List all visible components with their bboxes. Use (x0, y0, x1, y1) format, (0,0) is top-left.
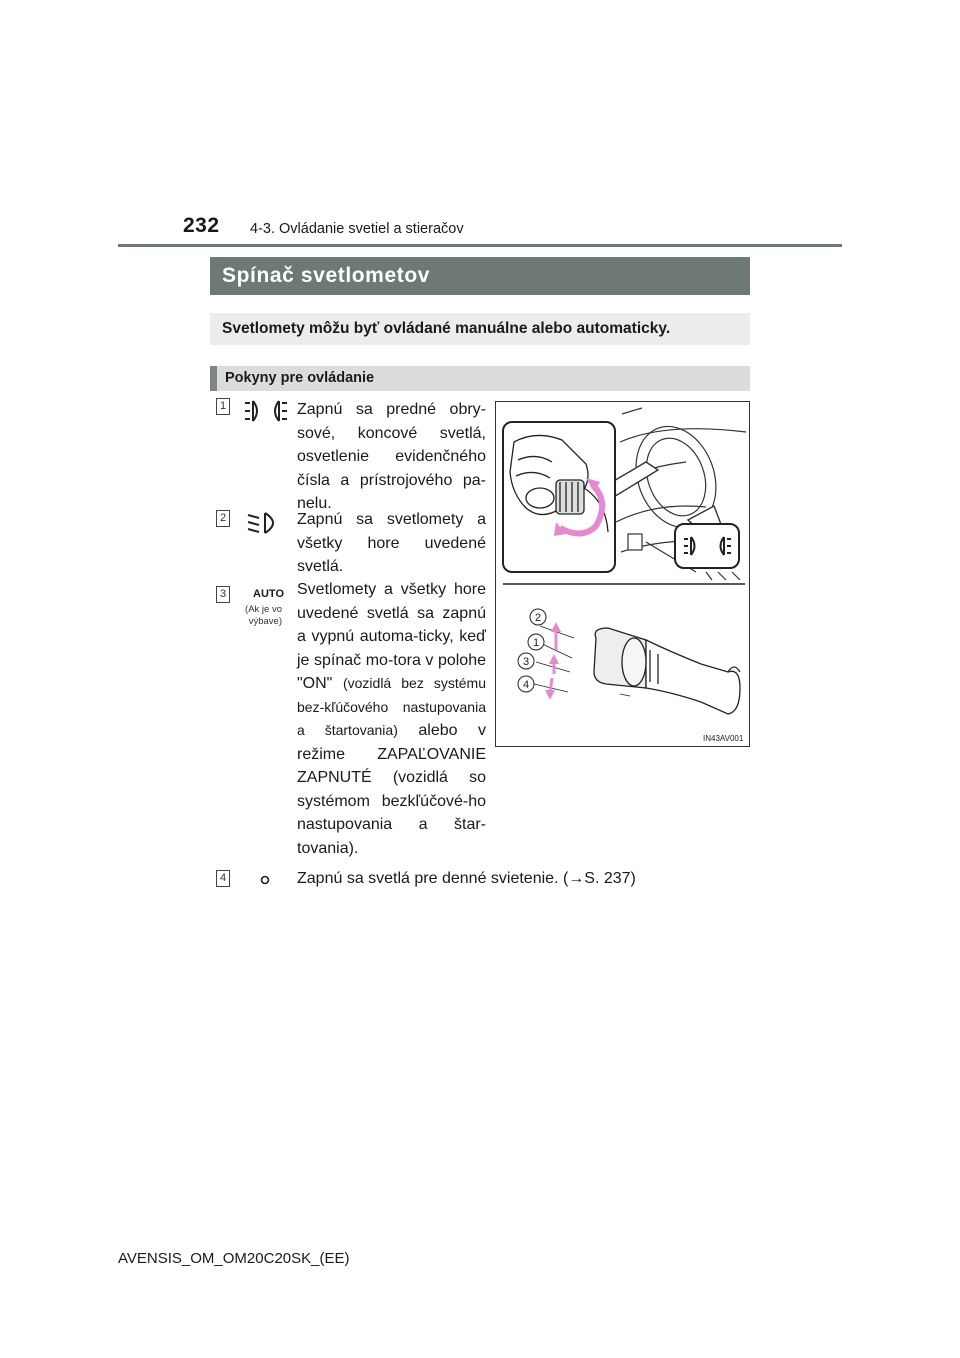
item-3-text (297, 578, 486, 860)
item-3-text-main: Svetlomety a všetky hore uvedené svetlá sa zapnú a vypnú automa-ticky, keď je spínač mo-tora v polohe "ON" (297, 581, 486, 692)
item-number-4: 4 (216, 870, 230, 887)
page-title: Spínač svetlometov (210, 257, 750, 295)
figure-code: IN43AV001 (703, 734, 744, 743)
item-3-text-end: alebo v režime ZAPAĽOVANIE ZAPNUTÉ (vozidlá so systémom bezkľúčové-ho nastupovania a štar-tovania). (297, 722, 486, 857)
section-header: 4-3. Ovládanie svetiel a stieračov (250, 221, 464, 237)
item-number-3: 3 (216, 586, 230, 603)
auto-symbol: AUTO (253, 588, 284, 600)
item-4-text: Zapnú sa svetlá pre denné svietenie. (→S. 237) (297, 870, 636, 887)
intro-text: Svetlomety môžu byť ovládané manuálne alebo automaticky. (210, 313, 750, 345)
off-position-icon (259, 873, 271, 885)
availability-note: (Ak je vo výbave) (245, 604, 282, 627)
headlight-parking-icon (244, 398, 288, 424)
item-1-text: Zapnú sa predné obry-sové, koncové svetlá, osvetlenie evidenčného čísla a prístrojového pa-nelu. (297, 401, 486, 512)
callout-3: 3 (522, 656, 530, 668)
headlight-low-beam-icon (247, 510, 283, 536)
headlight-switch-illustration (495, 401, 750, 747)
subheading: Pokyny pre ovládanie (210, 366, 750, 391)
callout-2: 2 (534, 612, 542, 624)
item-number-2: 2 (216, 510, 230, 527)
page-number: 232 (183, 214, 220, 237)
header-divider (118, 244, 842, 247)
item-2-text: Zapnú sa svetlomety a všetky hore uvedené svetlá. (297, 511, 486, 575)
item-number-1: 1 (216, 398, 230, 415)
callout-1: 1 (532, 637, 540, 649)
illustration-drawing (496, 402, 749, 746)
callout-4: 4 (522, 679, 530, 691)
item-3-text-note: (vozidlá bez systému bez-kľúčového nastupovania a štartovania) (297, 675, 486, 738)
footer-doc-id: AVENSIS_OM_OM20C20SK_(EE) (118, 1250, 350, 1267)
